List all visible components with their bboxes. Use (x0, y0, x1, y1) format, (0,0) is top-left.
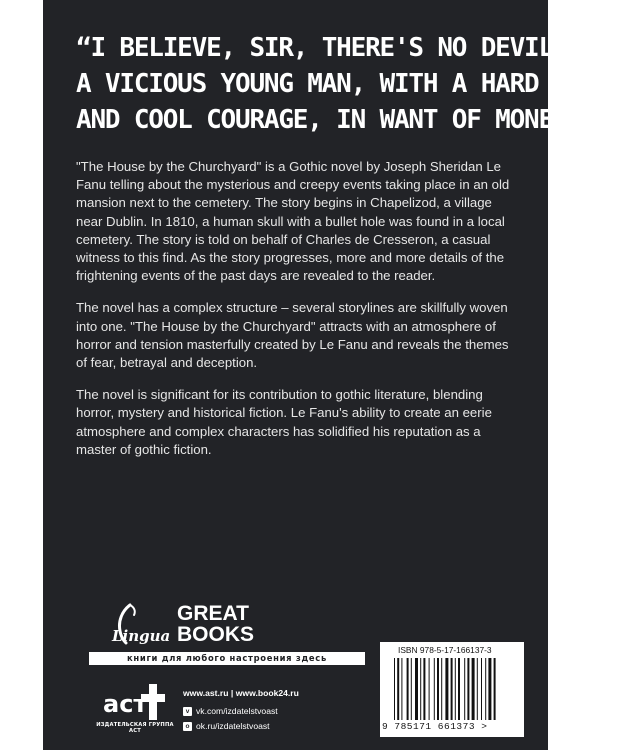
barcode-bar (397, 658, 399, 720)
great-books-line: BOOKS (177, 623, 255, 646)
lingua-logo (106, 601, 171, 647)
ast-logo (99, 680, 171, 722)
lingua-logo-text: Lingua (112, 627, 171, 645)
ok-icon: o (183, 722, 192, 731)
vk-link-text: vk.com/izdatelstvoast (196, 706, 278, 716)
barcode-bar (477, 658, 478, 720)
barcode-bar (423, 658, 425, 720)
barcode-bar (455, 658, 456, 720)
barcode-panel (380, 642, 524, 737)
barcode-bar (451, 658, 453, 720)
barcode-bar (494, 658, 496, 720)
barcode-digits: 9 785171 661373 > (382, 721, 488, 732)
publisher-tagline: книги для любого настроения здесь (89, 652, 365, 665)
barcode-bar (441, 658, 442, 720)
quote-line: A VICIOUS YOUNG MAN, WITH A HARD HEART (76, 69, 625, 99)
barcode-bar (429, 658, 430, 720)
great-books-line: GREAT (177, 602, 249, 625)
barcode-bar (481, 658, 482, 720)
book-back-cover (43, 0, 625, 750)
barcode-bar (485, 658, 486, 720)
publisher-links (183, 686, 299, 734)
book-description (76, 158, 521, 473)
barcode-bar (467, 658, 469, 720)
barcode-bar (472, 658, 475, 720)
barcode-bar (407, 658, 409, 720)
quote-line: AND COOL COURAGE, IN WANT OF MONEY.” (76, 105, 597, 135)
description-paragraph: The novel is significant for its contribution to gothic literature, blending horror, mystery and historical fiction. Le Fanu's ability to create an eerie atmosphere and complex characters has solidified his reputation as a master of gothic fiction. (76, 387, 492, 457)
barcode-bar (434, 658, 435, 720)
barcode-bar (394, 658, 395, 720)
great-books-logo (177, 603, 254, 645)
barcode-bar (464, 658, 465, 720)
cover-quote (76, 30, 625, 138)
barcode-bar (415, 658, 418, 720)
ok-link-text: ok.ru/izdatelstvoast (196, 721, 270, 731)
description-paragraph: "The House by the Churchyard" is a Gothic novel by Joseph Sheridan Le Fanu telling about the mysterious and creepy events taking place in an old mansion next to the cemetery. The story begins in Chapelizod, a village near Dublin. In 1810, a human skull with a bullet hole was found in a local cemetery. The story is told on behalf of Charles de Cresseron, a casual witness to this find. As the story progresses, more and more details of the frightening events of the past days are revealed to the reader. (76, 159, 510, 284)
barcode-bar (458, 658, 460, 720)
barcode-bar (445, 658, 448, 720)
description-paragraph: The novel has a complex structure – several storylines are skillfully woven into one. "The House by the Churchyard" attracts with an atmosphere of horror and tension masterfully created by Le Fanu and reveals the themes of fear, betrayal and deception. (76, 300, 509, 371)
barcode-bar (411, 658, 412, 720)
vk-icon: v (183, 707, 192, 716)
vk-link[interactable] (183, 704, 299, 719)
barcode-bar (488, 658, 491, 720)
barcode-bar (401, 658, 402, 720)
website-link[interactable]: www.ast.ru | www.book24.ru (183, 688, 299, 698)
ast-subtitle: ИЗДАТЕЛЬСКАЯ ГРУППА АСТ (96, 722, 174, 734)
barcode-image (392, 658, 516, 720)
barcode-bar (437, 658, 439, 720)
quote-line: “I BELIEVE, SIR, THERE'S NO DEVIL LIKE (76, 33, 625, 63)
isbn-text: ISBN 978-5-17-166137-3 (398, 645, 492, 655)
barcode-bar (420, 658, 421, 720)
ast-logo-text: аст (103, 690, 148, 718)
ok-link[interactable] (183, 719, 299, 734)
